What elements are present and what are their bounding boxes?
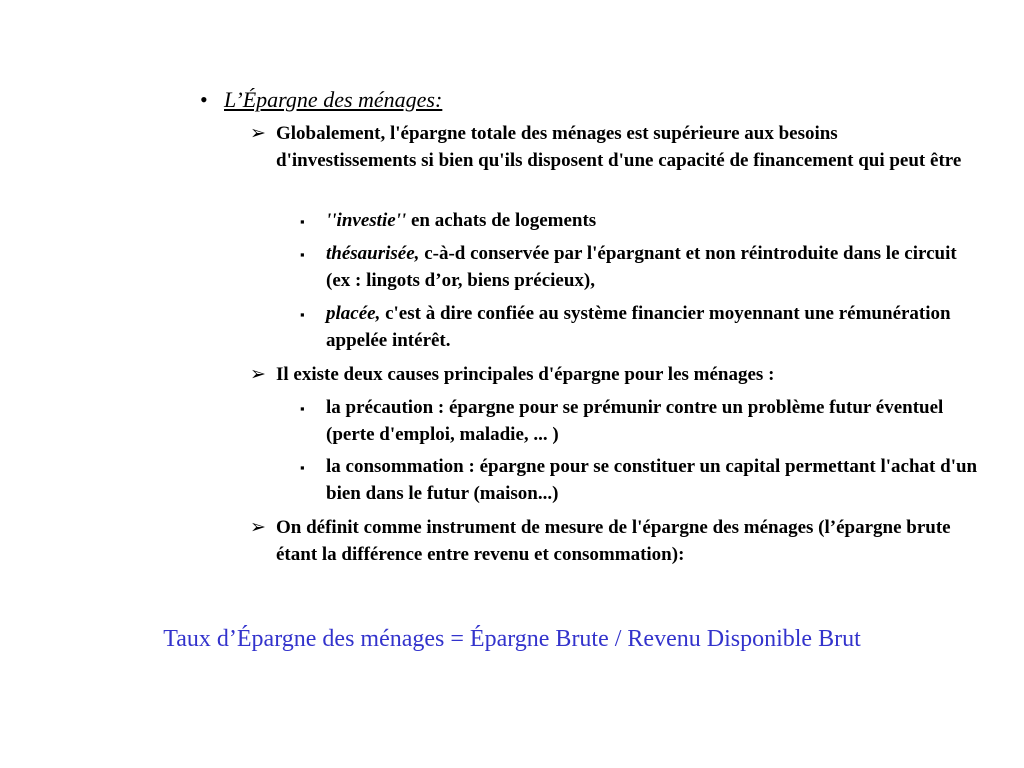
square-bullet-icon: ▪ xyxy=(300,401,305,416)
square-bullet-icon: ▪ xyxy=(300,247,305,262)
subpoint-investie xyxy=(300,207,978,234)
subpoint-text: c-à-d conservée par l'épargnant et non réintroduite dans le circuit (ex : lingots d’or, biens précieux), xyxy=(326,243,957,291)
point-causes-epargne xyxy=(250,361,976,388)
subpoint-term: placée, xyxy=(326,303,381,324)
point-capacite-financement xyxy=(250,120,976,174)
arrow-bullet-icon: ➢ xyxy=(250,517,266,538)
point-text: On définit comme instrument de mesure de l'épargne des ménages (l’épargne brute étant la différence entre revenu et consommation): xyxy=(276,517,951,565)
heading-bullet: • xyxy=(200,87,208,112)
arrow-bullet-icon: ➢ xyxy=(250,123,266,144)
heading-title: L’Épargne des ménages: xyxy=(224,87,443,112)
subpoint-precaution xyxy=(300,394,978,448)
subpoint-term: thésaurisée, xyxy=(326,243,420,264)
subpoint-text: la précaution : épargne pour se prémunir contre un problème futur éventuel (perte d'emploi, maladie, ... ) xyxy=(326,397,944,445)
subpoint-thesaurisee xyxy=(300,240,978,294)
savings-rate-formula: Taux d’Épargne des ménages = Épargne Brute / Revenu Disponible Brut xyxy=(163,626,861,652)
subpoint-placee xyxy=(300,300,978,354)
subpoint-text: la consommation : épargne pour se constituer un capital permettant l'achat d'un bien dans le futur (maison...) xyxy=(326,456,978,504)
square-bullet-icon: ▪ xyxy=(300,307,305,322)
subpoint-text: c'est à dire confiée au système financier moyennant une rémunération appelée intérêt. xyxy=(326,303,951,351)
subpoint-consommation xyxy=(300,453,978,507)
arrow-bullet-icon: ➢ xyxy=(250,364,266,385)
heading xyxy=(200,86,442,114)
point-instrument-mesure xyxy=(250,514,976,568)
point-text: Globalement, l'épargne totale des ménages est supérieure aux besoins d'investissements si bien qu'ils disposent d'une capacité de financement qui peut être xyxy=(276,123,962,171)
subpoint-term: ''investie'' xyxy=(326,210,407,231)
square-bullet-icon: ▪ xyxy=(300,214,305,229)
point-text: Il existe deux causes principales d'épargne pour les ménages : xyxy=(276,364,775,385)
subpoint-text: en achats de logements xyxy=(406,210,597,231)
square-bullet-icon: ▪ xyxy=(300,460,305,475)
